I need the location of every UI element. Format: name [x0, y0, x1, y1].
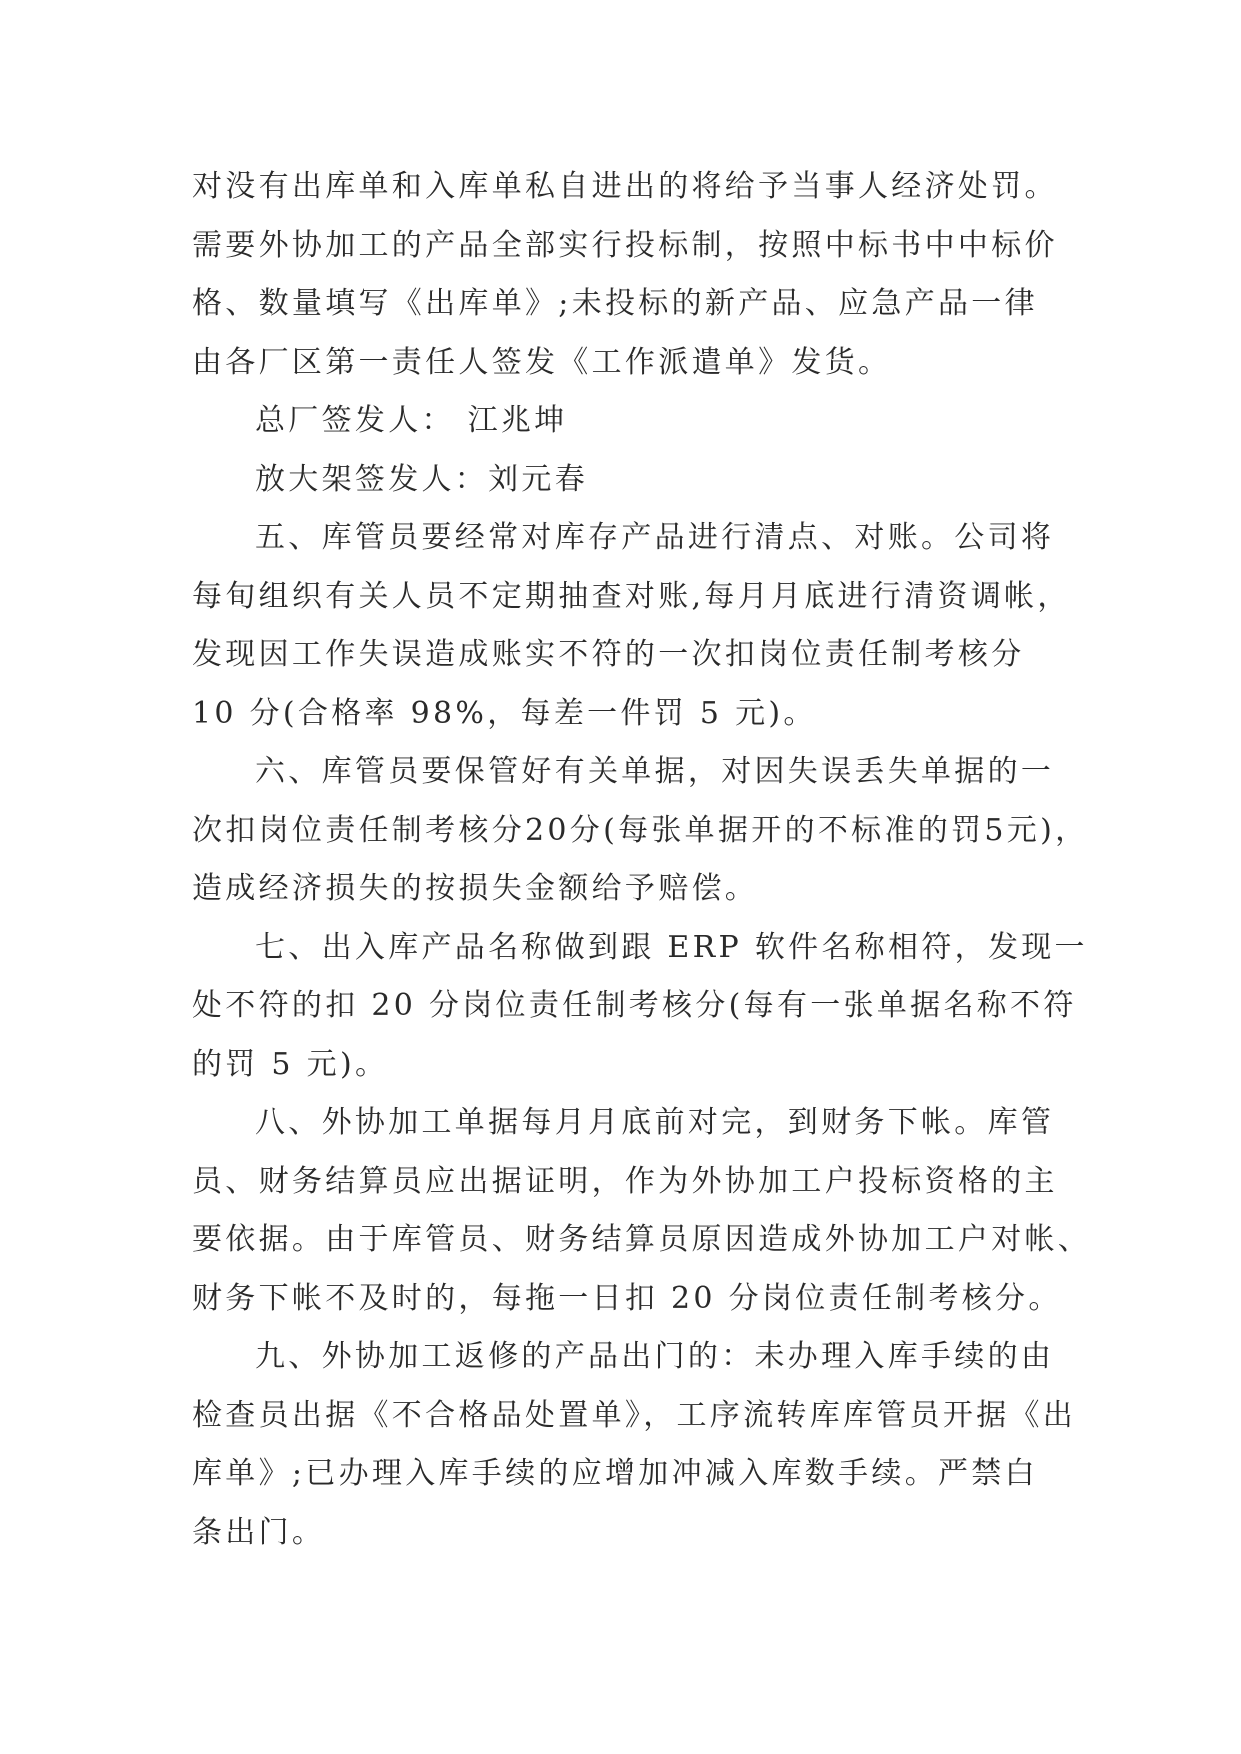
- text-line: 对没有出库单和入库单私自进出的将给予当事人经济处罚。: [192, 169, 1058, 204]
- signer-amplifier-rack: 放大架签发人：刘元春: [255, 461, 588, 497]
- text-line: 由各厂区第一责任人签发《工作派遣单》发货。: [192, 344, 892, 380]
- text-line: 条出门。: [192, 1514, 326, 1550]
- text-line: 造成经济损失的按损失金额给予赔偿。: [192, 871, 759, 906]
- signer-general-factory: 总厂签发人： 江兆坤: [255, 403, 568, 438]
- text-line: 格、数量填写《出库单》;未投标的新产品、应急产品一律: [192, 286, 1038, 321]
- text-line: 次扣岗位责任制考核分20分(每张单据开的不标准的罚5元)，: [192, 812, 1089, 848]
- section-8-start: 八、外协加工单据每月月底前对完，到财务下帐。库管: [255, 1105, 1055, 1140]
- document-body: [192, 158, 1092, 1562]
- text-line: 每旬组织有关人员不定期抽查对账,每月月底进行清资调帐，: [192, 578, 1071, 614]
- section-7-start: 七、出入库产品名称做到跟 ERP 软件名称相符，发现一: [255, 929, 1088, 965]
- text-line: 要依据。由于库管员、财务结算员原因造成外协加工户对帐、: [192, 1222, 1092, 1257]
- section-5-start: 五、库管员要经常对库存产品进行清点、对账。公司将: [255, 520, 1055, 555]
- text-line: 10 分(合格率 98%，每差一件罚 5 元)。: [192, 695, 817, 731]
- section-9-start: 九、外协加工返修的产品出门的：未办理入库手续的由: [255, 1339, 1055, 1374]
- text-line: 需要外协加工的产品全部实行投标制，按照中标书中中标价: [192, 227, 1058, 263]
- text-line: 员、财务结算员应出据证明，作为外协加工户投标资格的主: [192, 1163, 1058, 1199]
- text-line: 财务下帐不及时的，每拖一日扣 20 分岗位责任制考核分。: [192, 1280, 1062, 1316]
- text-line: 发现因工作失误造成账实不符的一次扣岗位责任制考核分: [192, 637, 1025, 672]
- text-line: 的罚 5 元)。: [192, 1046, 389, 1082]
- text-line: 检查员出据《不合格品处置单》，工序流转库库管员开据《出: [192, 1397, 1077, 1433]
- section-6-start: 六、库管员要保管好有关单据，对因失误丢失单据的一: [255, 754, 1055, 789]
- text-line: 库单》;已办理入库手续的应增加冲减入库数手续。严禁白: [192, 1456, 1038, 1491]
- text-line: 处不符的扣 20 分岗位责任制考核分(每有一张单据名称不符: [192, 988, 1077, 1023]
